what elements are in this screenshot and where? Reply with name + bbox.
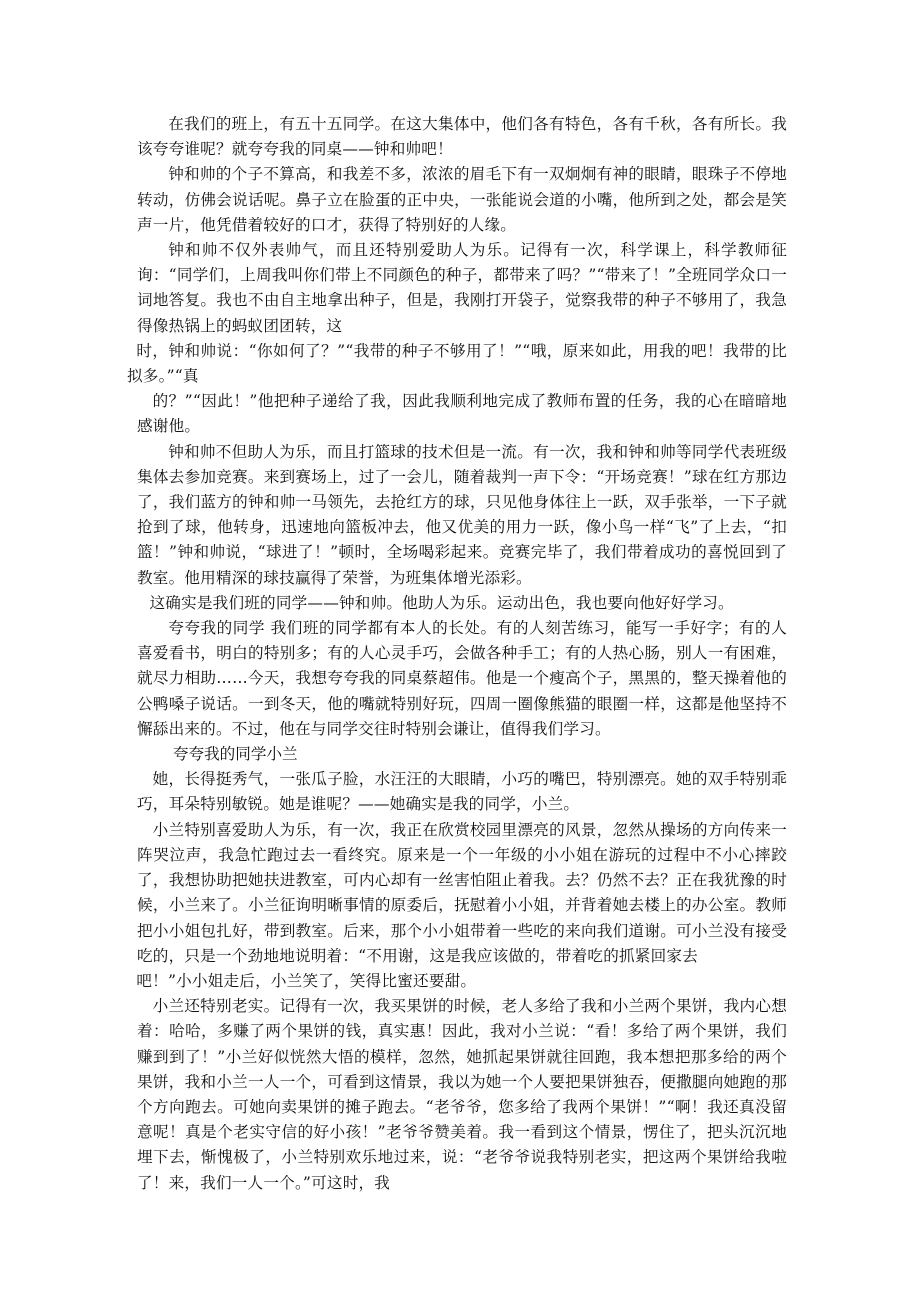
paragraph-7: 这确实是我们班的同学——钟和帅。他助人为乐。运动出色，我也要向他好好学习。 [149, 593, 734, 612]
section-title: 夸夸我的同学小兰 [172, 745, 298, 764]
paragraph-6: 钟和帅不但助人为乐，而且打篮球的技术但是一流。有一次，我和钟和帅等同学代表班级集体去参加竞赛。来到赛场上，过了一会儿，随着裁判一声下令：“开场竞赛！”球在红方那边了，我们蓝方的钟和帅一马领先，去抢红方的球，只见他身体往上一跃，双手张举，一下子就抢到了球，他转身，迅速地向篮板冲去，他又优美的用力一跃，像小鸟一样“飞”了上去，“扣篮！”钟和帅说，“球进了！”顿时，全场喝彩起来。竞赛完毕了，我们带着成功的喜悦回到了教室。他用精深的球技赢得了荣誉，为班集体增光添彩。 [137, 442, 787, 587]
paragraph-12: 小兰还特别老实。记得有一次，我买果饼的时候，老人多给了我和小兰两个果饼，我内心想着：哈哈，多赚了两个果饼的钱，真实惠！因此，我对小兰说：“看！多给了两个果饼，我们赚到到了！”小兰好似恍然大悟的模样，忽然，她抓起果饼就往回跑，我本想把那多给的两个果饼，我和小兰一人一个，可看到这情景，我以为她一个人要把果饼独吞，便撒腿向她跑的那个方向跑去。可她向卖果饼的摊子跑去。“老爷爷，您多给了我两个果饼！”“啊！我还真没留意呢！真是个老实守信的好小孩！”老爷爷赞美着。我一看到这个情景，愣住了，把头沉沉地埋下去，惭愧极了，小兰特别欢乐地过来，说：“老爷爷说我特别老实，把这两个果饼给我啦了！来，我们一人一个。”可这时，我 [137, 997, 787, 1192]
paragraph-4: 时，钟和帅说：“你如何了？”“我带的种子不够用了！”“哦，原来如此，用我的吧！我带的比拟多。”“真 [127, 341, 787, 386]
paragraph-8: 夸夸我的同学 我们班的同学都有本人的长处。有的人刻苦练习，能写一手好字；有的人喜爱看书，明白的特别多；有的人心灵手巧，会做各种手工；有的人热心肠，别人一有困难，就尽力相助……今天，我想夸夸我的同桌蔡超伟。他是一个瘦高个子，黑黑的，整天操着他的公鸭嗓子说话。一到冬天，他的嘴就特别好玩，四周一圈像熊猫的眼圈一样，这都是他坚持不懈舔出来的。不过，他在与同学交往时特别会谦让，值得我们学习。 [137, 619, 787, 738]
paragraph-1: 在我们的班上，有五十五同学。在这大集体中，他们各有特色，各有千秋，各有所长。我该夸夸谁呢？就夸夸我的同桌——钟和帅吧！ [137, 115, 787, 159]
document-body [127, 112, 787, 1196]
paragraph-9: 她，长得挺秀气，一张瓜子脸，水汪汪的大眼睛，小巧的嘴巴，特别漂亮。她的双手特别乖巧，耳朵特别敏锐。她是谁呢？——她确实是我的同学，小兰。 [137, 770, 787, 814]
paragraph-3: 钟和帅不仅外表帅气，而且还特别爱助人为乐。记得有一次，科学课上，科学教师征询：“同学们，上周我叫你们带上不同颜色的种子，都带来了吗？”“带来了！”全班同学众口一词地答复。我也不由自主地拿出种子，但是，我刚打开袋子，觉察我带的种子不够用了，我急得像热锅上的蚂蚁团团转，这 [137, 241, 787, 335]
paragraph-2: 钟和帅的个子不算高，和我差不多，浓浓的眉毛下有一双炯炯有神的眼睛，眼珠子不停地转动，仿佛会说话呢。鼻子立在脸蛋的正中央，一张能说会道的小嘴，他所到之处，都会是笑声一片，他凭借着较好的口才，获得了特别好的人缘。 [137, 165, 787, 234]
paragraph-11: 吧！”小小姐走后，小兰笑了，笑得比蜜还要甜。 [136, 971, 477, 990]
paragraph-10: 小兰特别喜爱助人为乐，有一次，我正在欣赏校园里漂亮的风景，忽然从操场的方向传来一阵哭泣声，我急忙跑过去一看终究。原来是一个一年级的小小姐在游玩的过程中不小心摔跤了，我想协助把她扶进教室，可内心却有一丝害怕阻止着我。去？仍然不去？正在我犹豫的时候，小兰来了。小兰征询明晰事情的原委后，抚慰着小小姐，并背着她去楼上的办公室。教师把小小姐包扎好，带到教室。后来，那个小小姐带着一些吃的来向我们道谢。可小兰没有接受吃的，只是一个劲地地说明着：“不用谢，这是我应该做的，带着吃的抓紧回家去 [137, 820, 787, 965]
paragraph-5: 的？”“因此！”他把种子递给了我，因此我顺利地完成了教师布置的任务，我的心在暗暗地感谢他。 [137, 392, 787, 436]
